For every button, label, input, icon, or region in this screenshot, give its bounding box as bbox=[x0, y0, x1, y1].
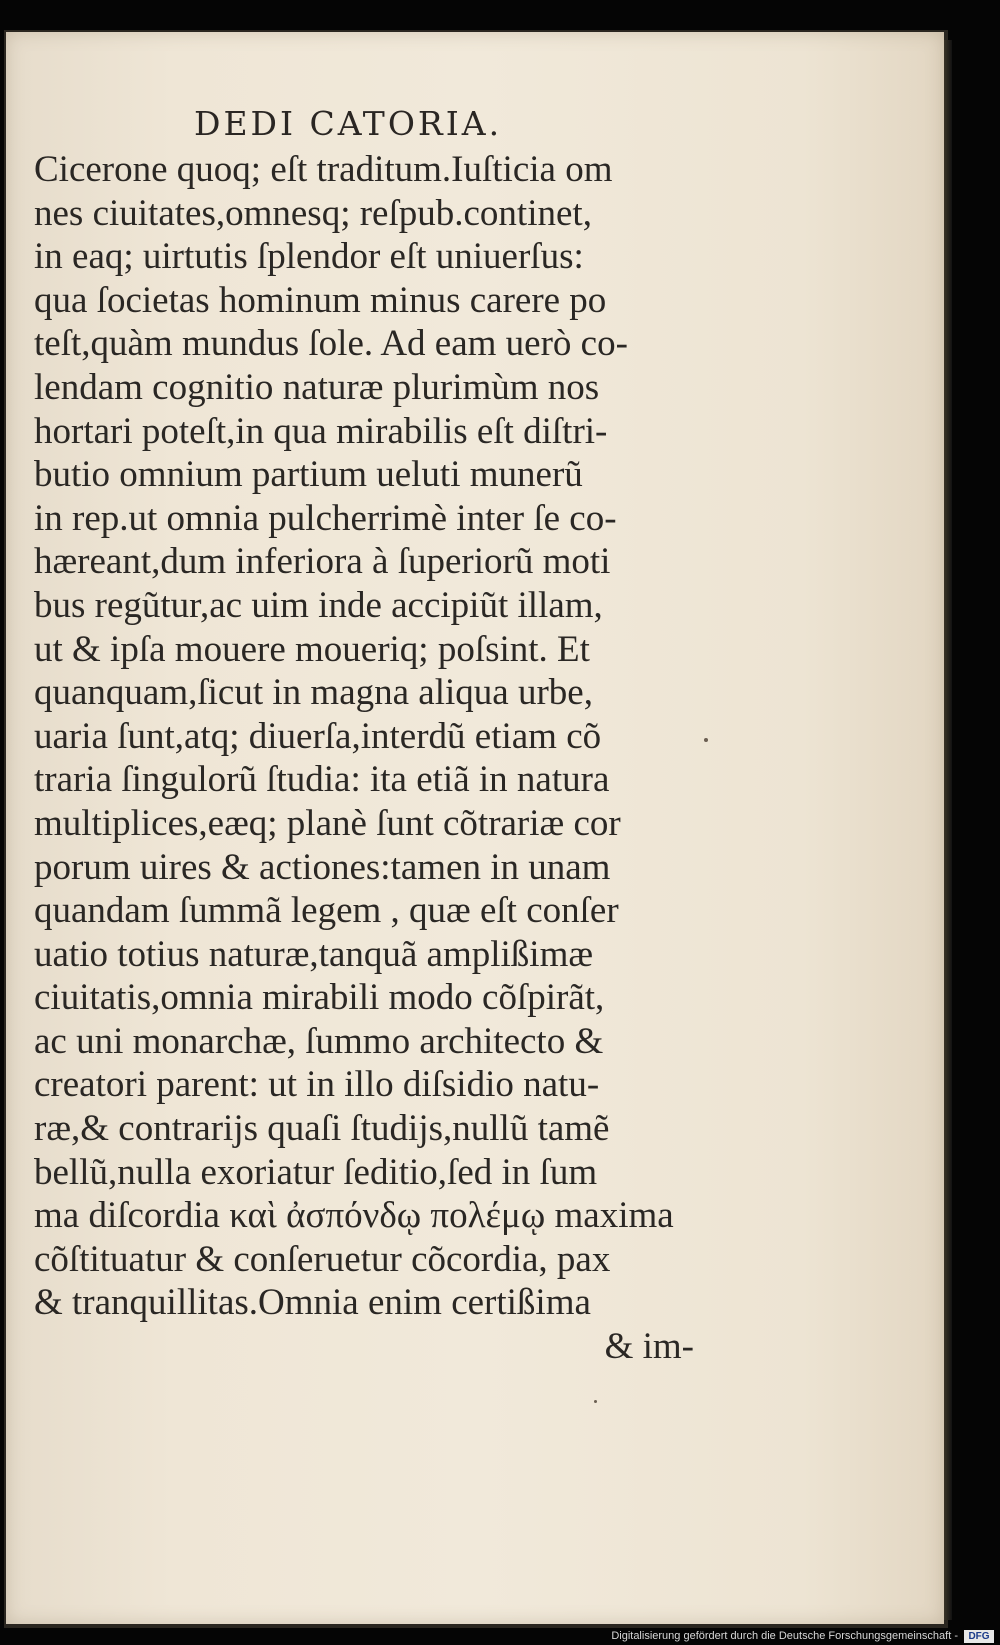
text-line: quandam ſummã legem , quæ eſt conſer bbox=[34, 890, 619, 932]
text-line: hortari poteſt,in qua mirabilis eſt diſtri- bbox=[34, 410, 608, 452]
text-line: bus regũtur,ac uim inde accipiũt illam, bbox=[34, 584, 603, 626]
text-line: creatori parent: ut in illo diſsidio natu- bbox=[34, 1064, 600, 1106]
text-line: in rep.ut omnia pulcherrimè inter ſe co- bbox=[34, 497, 617, 539]
text-line: lendam cognitio naturæ plurimùm nos bbox=[34, 366, 600, 408]
text-line: nes ciuitates,omnesq; reſpub.continet, bbox=[34, 192, 592, 234]
text-line: in eaq; uirtutis ſplendor eſt uniuerſus: bbox=[34, 236, 584, 278]
footer-credit: Digitalisierung gefördert durch die Deutsche Forschungsgemeinschaft - bbox=[611, 1630, 958, 1642]
page-right-edge bbox=[944, 40, 952, 1620]
text-line: ræ,& contrarijs quaſi ſtudijs,nullũ tamẽ bbox=[34, 1108, 610, 1150]
text-line: traria ſingulorũ ſtudia: ita etiã in natura bbox=[34, 759, 610, 801]
dfg-logo: DFG bbox=[964, 1630, 994, 1643]
text-line: butio omnium partium ueluti munerũ bbox=[34, 454, 583, 496]
running-head: DEDI CATORIA. bbox=[194, 104, 503, 143]
ink-speck bbox=[594, 1400, 597, 1403]
text-line: ciuitatis,omnia mirabili modo cõſpirãt, bbox=[34, 977, 605, 1019]
text-line: quanquam,ſicut in magna aliqua urbe, bbox=[34, 672, 593, 714]
text-line: uatio totius naturæ,tanquã amplißimæ bbox=[34, 933, 594, 975]
text-line: Cicerone quoq; eſt traditum.Iuſticia om bbox=[34, 149, 613, 190]
text-line: qua ſocietas hominum minus carere po bbox=[34, 279, 607, 321]
text-block bbox=[34, 148, 714, 1369]
text-line: ac uni monarchæ, ſummo architecto & bbox=[34, 1020, 604, 1062]
text-line: hæreant,dum inferiora à ſuperiorũ moti bbox=[34, 541, 611, 583]
text-line: uaria ſunt,atq; diuerſa,interdũ etiam cõ bbox=[34, 715, 602, 757]
text-line: cõſtituatur & conſeruetur cõcordia, pax bbox=[34, 1238, 611, 1280]
text-line: porum uires & actiones:tamen in unam bbox=[34, 846, 611, 888]
text-line: bellũ,nulla exoriatur ſeditio,ſed in ſum bbox=[34, 1151, 598, 1193]
text-line: ma diſcordia καὶ ἀσπόνδῳ πολέμῳ maxima bbox=[34, 1195, 674, 1237]
text-line: & tranquillitas.Omnia enim certißima bbox=[34, 1282, 591, 1324]
ink-speck bbox=[704, 738, 708, 742]
catchword: & im- bbox=[604, 1326, 694, 1368]
text-line: teſt,quàm mundus ſole. Ad eam uerò co- bbox=[34, 323, 628, 365]
text-line: ut & ipſa mouere moueriq; poſsint. Et bbox=[34, 628, 590, 670]
text-line: multiplices,eæq; planè ſunt cõtrariæ cor bbox=[34, 802, 621, 844]
